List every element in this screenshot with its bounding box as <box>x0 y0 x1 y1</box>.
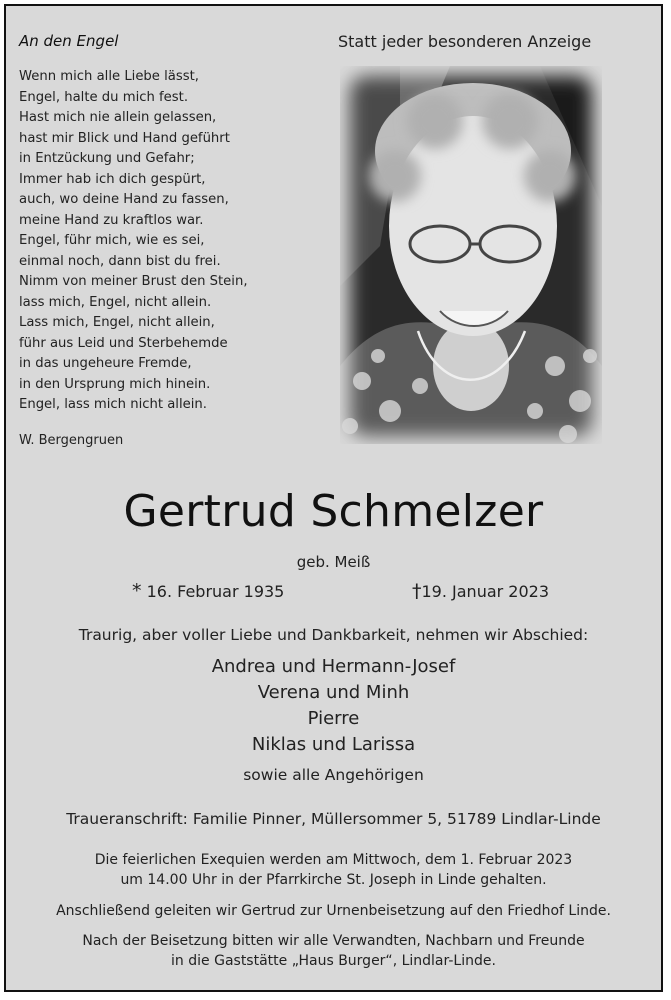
poem-line: Engel, führ mich, wie es sei, <box>19 233 205 248</box>
info-line: in die Gaststätte „Haus Burger“, Lindlar-Linde. <box>171 953 496 969</box>
info-line: Nach der Beisetzung bitten wir alle Verwandten, Nachbarn und Freunde <box>82 933 585 949</box>
info-line: Die feierlichen Exequien werden am Mittwoch, dem 1. Februar 2023 <box>94 852 573 868</box>
poem-line: Nimm von meiner Brust den Stein, <box>19 274 248 289</box>
deceased-name: Gertrud Schmelzer <box>123 486 544 537</box>
announcement-heading: Statt jeder besonderen Anzeige <box>338 32 592 51</box>
poem-title: An den Engel <box>19 32 119 50</box>
poem-line: Hast mich nie allein gelassen, <box>19 110 217 125</box>
poem-line: führ aus Leid und Sterbehemde <box>19 335 228 351</box>
mourner-name: Pierre <box>307 708 360 729</box>
poem-line: meine Hand zu kraftlos war. <box>19 212 204 228</box>
poem-line: in den Ursprung mich hinein. <box>19 376 211 392</box>
poem-line: in das ungeheure Fremde, <box>19 356 192 371</box>
obituary-card <box>4 4 663 992</box>
maiden-name: geb. Meiß <box>296 553 371 571</box>
burial-info: Anschließend geleiten wir Gertrud zur Urnenbeisetzung auf den Friedhof Linde. <box>56 903 611 919</box>
info-line: um 14.00 Uhr in der Pfarrkirche St. Joseph in Linde gehalten. <box>120 872 547 888</box>
poem-text <box>19 67 339 416</box>
mourner-name: Niklas und Larissa <box>251 734 416 755</box>
poem-line: in Entzückung und Gefahr; <box>19 151 195 166</box>
poem-line: Engel, halte du mich fest. <box>19 89 189 105</box>
death-date: 19. Januar 2023 <box>421 582 550 601</box>
poem-author: W. Bergengruen <box>19 433 124 448</box>
cross-icon: † <box>412 580 422 602</box>
birth-symbol-icon: * <box>132 580 142 602</box>
birth-date-line <box>132 580 284 602</box>
relatives-line: sowie alle Angehörigen <box>243 766 424 784</box>
reception-info <box>6 931 661 971</box>
poem-line: auch, wo deine Hand zu fassen, <box>19 192 229 207</box>
exequien-info <box>6 850 661 890</box>
mourners-intro: Traurig, aber voller Liebe und Dankbarkeit, nehmen wir Abschied: <box>78 626 589 644</box>
poem-line: Immer hab ich dich gespürt, <box>19 171 206 187</box>
mourner-name: Andrea und Hermann-Josef <box>211 656 456 677</box>
portrait-photo <box>340 66 602 444</box>
mourning-address: Traueranschrift: Familie Pinner, Müllersommer 5, 51789 Lindlar-Linde <box>66 810 601 828</box>
death-date-line <box>412 580 549 602</box>
mourners-list <box>6 654 661 758</box>
poem-line: hast mir Blick und Hand geführt <box>19 130 230 146</box>
birth-date: 16. Februar 1935 <box>146 582 285 601</box>
poem-line: Lass mich, Engel, nicht allein, <box>19 315 215 330</box>
mourner-name: Verena und Minh <box>257 682 410 703</box>
poem-line: einmal noch, dann bist du frei. <box>19 253 221 269</box>
poem-line: Wenn mich alle Liebe lässt, <box>19 69 199 84</box>
poem-line: lass mich, Engel, nicht allein. <box>19 294 212 310</box>
poem-line: Engel, lass mich nicht allein. <box>19 397 207 412</box>
